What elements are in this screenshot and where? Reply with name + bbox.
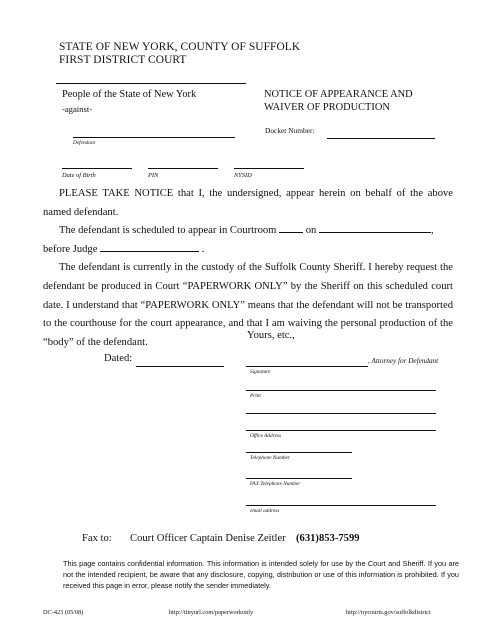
on-text: on [305,225,317,237]
comma-text: , [430,225,434,237]
form-id: DC-423 (05/08) [43,609,84,616]
judge-line [43,241,453,260]
period-text: . [201,243,205,255]
office-address-line2-field[interactable] [246,430,436,431]
notice-paragraph-2 [43,222,453,241]
nysid-label: NYSID [234,172,252,179]
signature-label: Signature [250,369,271,375]
notice-paragraph-1: PLEASE TAKE NOTICE that I, the undersigned, appear herein on behalf of the above named defendant. [43,188,453,218]
office-address-line1-field[interactable] [246,413,436,414]
telephone-label: Telephone Number [250,455,290,461]
fax-to-label: Fax to: [82,533,112,544]
fax-number-field[interactable] [246,478,352,479]
attorney-label: , Attorney for Defendant [368,357,439,365]
tinyurl-link[interactable]: http://tinyurl.com/paperworkonly [169,609,254,616]
judge-text: before Judge [43,243,98,255]
fax-phone-number: (631)853-7599 [296,533,360,544]
print-name-field[interactable] [246,390,436,391]
dated-label: Dated: [104,353,133,364]
courtroom-text: The defendant is scheduled to appear in Courtroom [59,225,277,237]
judge-field[interactable] [100,242,199,252]
email-label: email address [250,508,280,514]
against-label: -against- [62,104,93,114]
notice-title-line2: WAIVER OF PRODUCTION [264,102,390,113]
notice-title-line1: NOTICE OF APPEARANCE AND [264,89,413,100]
notice-paragraph-3: The defendant is currently in the custody of the Suffolk County Sheriff. I hereby request the defendant be produced in Court “PAPERWORK ONLY” by the Sheriff on this scheduled court date. I understand that “PAPERWORK ONLY” means that the defendant will not be transported to the courthouse for the court appearance, and that I am waiving the personal production of the “body” of the defendant. [43,262,453,348]
office-address-label: Office Address [250,433,282,439]
caption-top-rule [56,83,246,84]
dob-field[interactable] [62,168,132,169]
defendant-field[interactable] [73,137,235,138]
dob-label: Date of Birth [62,172,96,179]
pin-field[interactable] [148,168,218,169]
court-state-county: STATE OF NEW YORK, COUNTY OF SUFFOLK [59,41,301,53]
notice-body [43,185,453,352]
signature-field[interactable] [246,366,368,367]
nysid-field[interactable] [234,168,304,169]
dated-field[interactable] [136,366,224,367]
confidentiality-notice: This page contains confidential information. This information is intended solely for use by the Court and Sheriff. If you are not the intended recipient, be aware that any disclosure, copying, distribution or use of this information is prohibited. If you received this page in error, please notify the sender immediately. [63,559,459,591]
pin-label: PIN [148,172,159,179]
defendant-label: Defendant [73,140,96,146]
courtroom-field[interactable] [279,223,303,233]
telephone-field[interactable] [246,452,352,453]
court-name: FIRST DISTRICT COURT [59,54,187,66]
nycourts-link[interactable]: http://nycourts.gov/suffolkdistrict [346,609,431,616]
date-field[interactable] [319,223,431,233]
fax-number-label: FAX Telephone Number [250,481,301,487]
docket-number-field[interactable] [327,138,435,139]
docket-label: Docket Number: [265,126,315,135]
email-field[interactable] [246,505,436,506]
print-label: Print [250,393,261,399]
closing-text: Yours, etc., [247,330,295,341]
people-label: People of the State of New York [62,89,197,100]
fax-recipient: Court Officer Captain Denise Zeitler [130,533,286,544]
